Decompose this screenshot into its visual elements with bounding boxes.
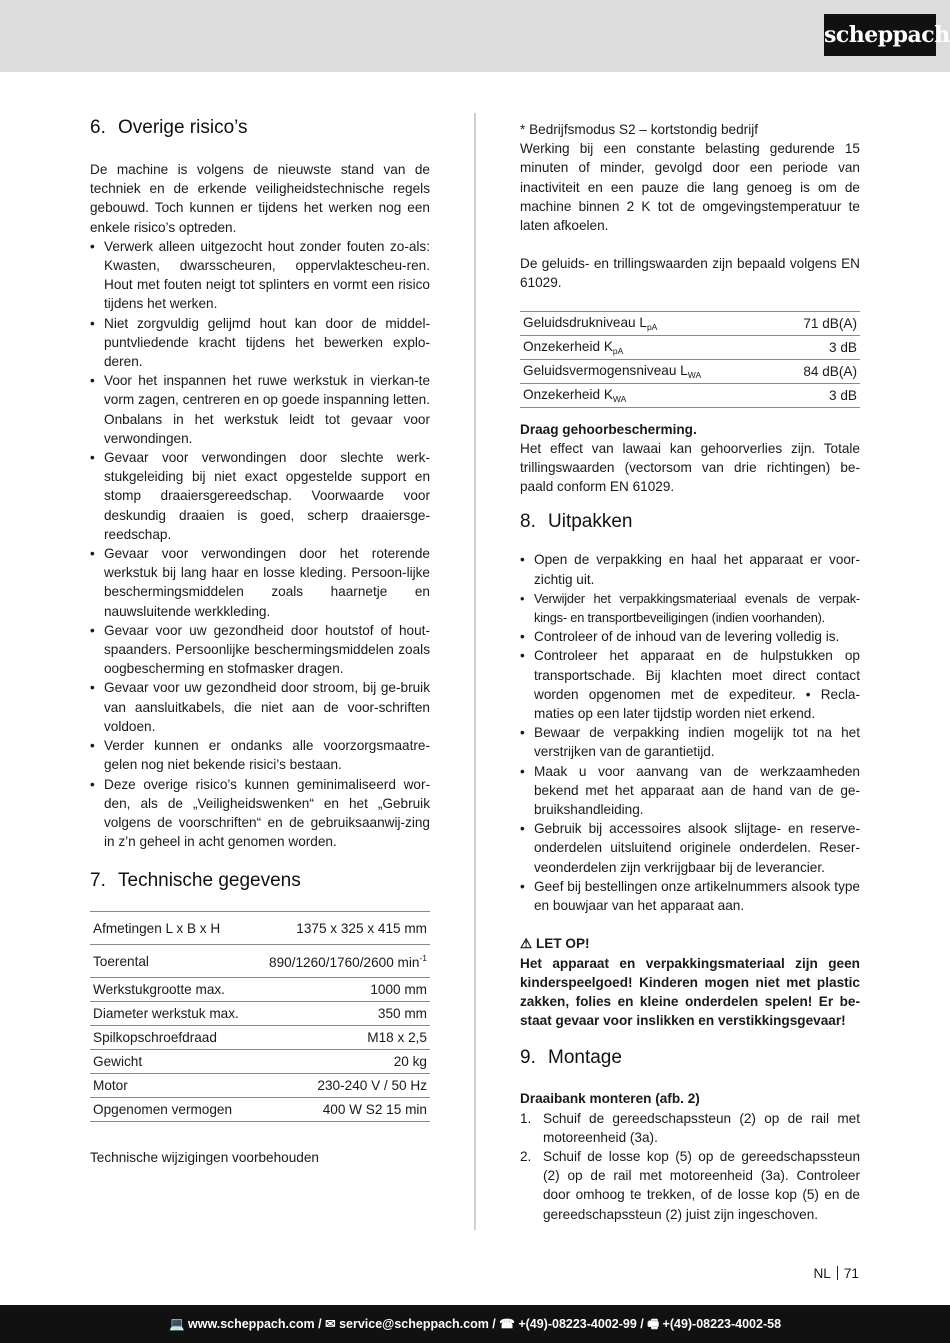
website-link[interactable]: www.scheppach.com	[188, 1317, 315, 1331]
fax-number: +(49)-08223-4002-58	[662, 1317, 782, 1331]
section-title: Overige risico’s	[118, 117, 248, 138]
noise-value: 71 dB(A)	[777, 311, 860, 335]
spec-label: Diameter werkstuk max.	[90, 1002, 253, 1026]
fax-icon: 🖷	[647, 1317, 660, 1331]
warning-title: LET OP!	[535, 936, 590, 952]
section-title: Technische gegevens	[118, 870, 301, 892]
warning-triangle-icon: ⚠	[520, 936, 533, 952]
spec-value: 20 kg	[253, 1050, 430, 1074]
brand-logo: scheppach	[824, 14, 936, 56]
noise-label-subscript: WA	[687, 369, 702, 380]
spec-value: 350 mm	[253, 1002, 430, 1026]
list-item: • Maak u voor aanvang van de werkzaamheden bekend met het apparaat aan de hand van de ge-bruikshandleiding.	[520, 762, 860, 820]
list-item	[520, 1109, 860, 1147]
table-row	[520, 311, 860, 335]
noise-label-text: Geluidsvermogensniveau L	[523, 362, 688, 378]
noise-label	[520, 383, 777, 407]
section-6-intro: De machine is volgens de nieuwste stand van de techniek en de erkende veiligheidstechnische regels gebouwd. Toch kunnen er tijdens het werken nog een enkele risico’s optreden.	[90, 162, 430, 235]
step-text: Schuif de losse kop (5) op de gereedschapssteun (2) op de rail met motoreenheid (3a). Controleer door omhoog te trekken, of de losse kop (5) en de gereedschapssteun (2) juist zijn ingeschoven.	[543, 1148, 860, 1222]
noise-label-subscript: pA	[646, 321, 658, 332]
operating-mode-text: Werking bij een constante belasting gedurende 15 minuten of minder, gevolgd door een periode van inactiviteit en een pauze die lang genoeg is om de machine binnen 2 K tot de omgevingstemperatuur te laten afkoelen.	[520, 141, 860, 234]
section-9-heading	[520, 1046, 860, 1070]
table-row	[90, 945, 430, 978]
table-row	[90, 1074, 430, 1098]
risk-list	[90, 237, 430, 852]
list-item: • Gevaar voor uw gezondheid door stroom, bij ge-bruik van aansluitkabels, die niet aan de voor-schriften voldoen.	[90, 678, 430, 736]
list-item: • Verwerk alleen uitgezocht hout zonder fouten zo-als: Kwasten, dwarsscheuren, oppervlaktescheu-ren. Hout met fouten neigt tot splinters en vormt een risico tijdens het werken.	[90, 237, 430, 314]
section-8-heading	[520, 510, 860, 534]
step-number: 2.	[520, 1148, 532, 1164]
spec-label: Spilkopschroefdraad	[90, 1026, 253, 1050]
spec-label: Gewicht	[90, 1050, 253, 1074]
page-language: NL	[813, 1266, 831, 1281]
spec-value: 1000 mm	[253, 978, 430, 1002]
section-number: 9.	[520, 1047, 536, 1069]
section-title: Montage	[548, 1047, 622, 1069]
list-item: • Voor het inspannen het ruwe werkstuk in vierkan-te vorm zagen, centreren en op goede inspanning letten. Onbalans in het werkstuk leidt tot gevaar voor verwondingen.	[90, 371, 430, 448]
list-item: • Geef bij bestellingen onze artikelnummers alsook type en bouwjaar van het apparaat aan.	[520, 877, 860, 915]
noise-value: 3 dB	[777, 383, 860, 407]
noise-label	[520, 311, 777, 335]
noise-table	[520, 311, 860, 408]
list-item: • Gevaar voor uw gezondheid door houtstof of hout-spaanders. Persoonlijke beschermingsmiddelen zoals oogbescherming en stofmasker dragen.	[90, 621, 430, 679]
computer-icon: 💻	[168, 1317, 185, 1331]
noise-label-text: Geluidsdrukniveau L	[523, 314, 647, 330]
table-row	[90, 1098, 430, 1122]
phone-icon: ☎	[499, 1317, 515, 1331]
assembly-steps	[520, 1109, 860, 1224]
spec-value: M18 x 2,5	[253, 1026, 430, 1050]
spec-value	[253, 945, 430, 978]
spec-value: 400 W S2 15 min	[253, 1098, 430, 1122]
spec-label: Toerental	[90, 945, 253, 978]
table-row	[90, 1050, 430, 1074]
list-item: • Open de verpakking en haal het apparaat er voor-zichtig uit.	[520, 550, 860, 588]
table-row	[520, 335, 860, 359]
spec-value: 230-240 V / 50 Hz	[253, 1074, 430, 1098]
noise-value: 84 dB(A)	[777, 359, 860, 383]
step-number: 1.	[520, 1110, 532, 1126]
spec-value: 1375 x 325 x 415 mm	[253, 912, 430, 945]
table-row	[520, 383, 860, 407]
page-number-separator	[837, 1266, 838, 1280]
operating-mode-title: * Bedrijfsmodus S2 – kortstondig bedrijf	[520, 122, 759, 137]
warning-text: Het apparaat en verpakkingsmateriaal zijn geen kinderspeelgoed! Kinderen mogen niet met plastic zakken, folies en kleine onderdelen spelen! Er be-staat gevaar voor inslikken en verstikkingsgevaar!	[520, 955, 860, 1029]
technical-data-table	[90, 911, 430, 1122]
spec-label: Opgenomen vermogen	[90, 1098, 253, 1122]
noise-label-text: Onzekerheid K	[523, 338, 613, 354]
unpacking-list	[520, 550, 860, 915]
section-number: 7.	[90, 870, 106, 892]
noise-value: 3 dB	[777, 335, 860, 359]
section-title: Uitpakken	[548, 511, 633, 533]
list-item: • Controleer het apparaat en de hulpstukken op transportschade. Bij klachten moet direct contact worden opgenomen met de expediteur. • Recla-maties op een later tijdstip worden niet erkend.	[520, 646, 860, 723]
hearing-protection-text: Het effect van lawaai kan gehoorverlies zijn. Totale trillingswaarden (vectorsom van drie richtingen) be-paald conform EN 61029.	[520, 440, 860, 495]
list-item: • Verder kunnen er ondanks alle voorzorgsmaatre-gelen nog niet bekende risici’s bestaan.	[90, 736, 430, 774]
table-row	[520, 359, 860, 383]
phone-number: +(49)-08223-4002-99	[518, 1317, 637, 1331]
list-item: • Verwijder het verpakkingsmateriaal evenals de verpak-kings- en transportbeveiligingen (indien voorhanden).	[520, 589, 860, 627]
list-item: • Controleer of de inhoud van de levering volledig is.	[520, 627, 860, 646]
spec-label: Motor	[90, 1074, 253, 1098]
spec-value-text: 890/1260/1760/2600 min	[269, 954, 420, 970]
table-row	[90, 1002, 430, 1026]
noise-label-subscript: pA	[612, 345, 624, 356]
noise-intro: De geluids- en trillingswaarden zijn bepaald volgens EN 61029.	[520, 256, 860, 291]
spec-label: Afmetingen L x B x H	[90, 912, 253, 945]
table-row	[90, 912, 430, 945]
section-6-heading	[90, 116, 430, 140]
section-number: 6.	[90, 117, 106, 138]
noise-label-subscript: WA	[612, 393, 627, 404]
list-item: • Niet zorgvuldig gelijmd hout kan door de middel-puntvliedende kracht tijdens het bewerken explo-deren.	[90, 314, 430, 372]
page-number	[813, 1266, 859, 1281]
noise-label	[520, 359, 777, 383]
section-7-heading	[90, 869, 430, 893]
column-divider	[474, 113, 476, 1230]
email-icon: ✉	[325, 1317, 336, 1331]
right-column	[520, 120, 860, 1224]
list-item: • Gebruik bij accessoires alsook slijtage- en reserve-onderdelen uitsluitend originele onderdelen. Reser-veonderdelen zijn verkrijgbaar bij de leverancier.	[520, 819, 860, 877]
page-number-value: 71	[843, 1266, 859, 1281]
assembly-subtitle: Draaibank monteren (afb. 2)	[520, 1091, 700, 1107]
footer-bar: 💻 www.scheppach.com / ✉ service@scheppach.com / ☎ +(49)-08223-4002-99 / 🖷 +(49)-08223-4002-58	[0, 1305, 950, 1343]
table-row	[90, 978, 430, 1002]
list-item: • Deze overige risico’s kunnen geminimaliseerd wor-den, als de „Veiligheidswenken“ en het „Gebruik volgens de voorschriften“ en de gebruiksaanwij-zing in z’n geheel in acht genomen worden.	[90, 775, 430, 852]
technical-note: Technische wijzigingen voorbehouden	[90, 1150, 319, 1166]
step-text: Schuif de gereedschapssteun (2) op de rail met motoreenheid (3a).	[543, 1110, 860, 1145]
noise-label	[520, 335, 777, 359]
section-number: 8.	[520, 511, 536, 533]
list-item: • Gevaar voor verwondingen door slechte werk-stukgeleiding bij niet exact opgestelde support en stomp draaiersgereedschap. Voorwaarde voor deskundig draaien is goed, scherp draaiersge-reedschap.	[90, 448, 430, 544]
spec-value-exponent: -1	[419, 952, 427, 963]
left-column	[90, 116, 430, 1168]
list-item: • Gevaar voor verwondingen door het roterende werkstuk bij lang haar en losse kleding. Persoon-lijke beschermingsmiddelen zoals haarnetje en nauwsluitende werkkleding.	[90, 544, 430, 621]
list-item	[520, 1147, 860, 1224]
spec-label: Werkstukgrootte max.	[90, 978, 253, 1002]
list-item: • Bewaar de verpakking indien mogelijk tot na het verstrijken van de garantietijd.	[520, 723, 860, 761]
email-link[interactable]: service@scheppach.com	[339, 1317, 489, 1331]
noise-label-text: Onzekerheid K	[523, 386, 613, 402]
hearing-protection-title: Draag gehoorbescherming.	[520, 421, 697, 437]
table-row	[90, 1026, 430, 1050]
top-bar	[0, 0, 950, 72]
warning-heading	[520, 934, 860, 953]
